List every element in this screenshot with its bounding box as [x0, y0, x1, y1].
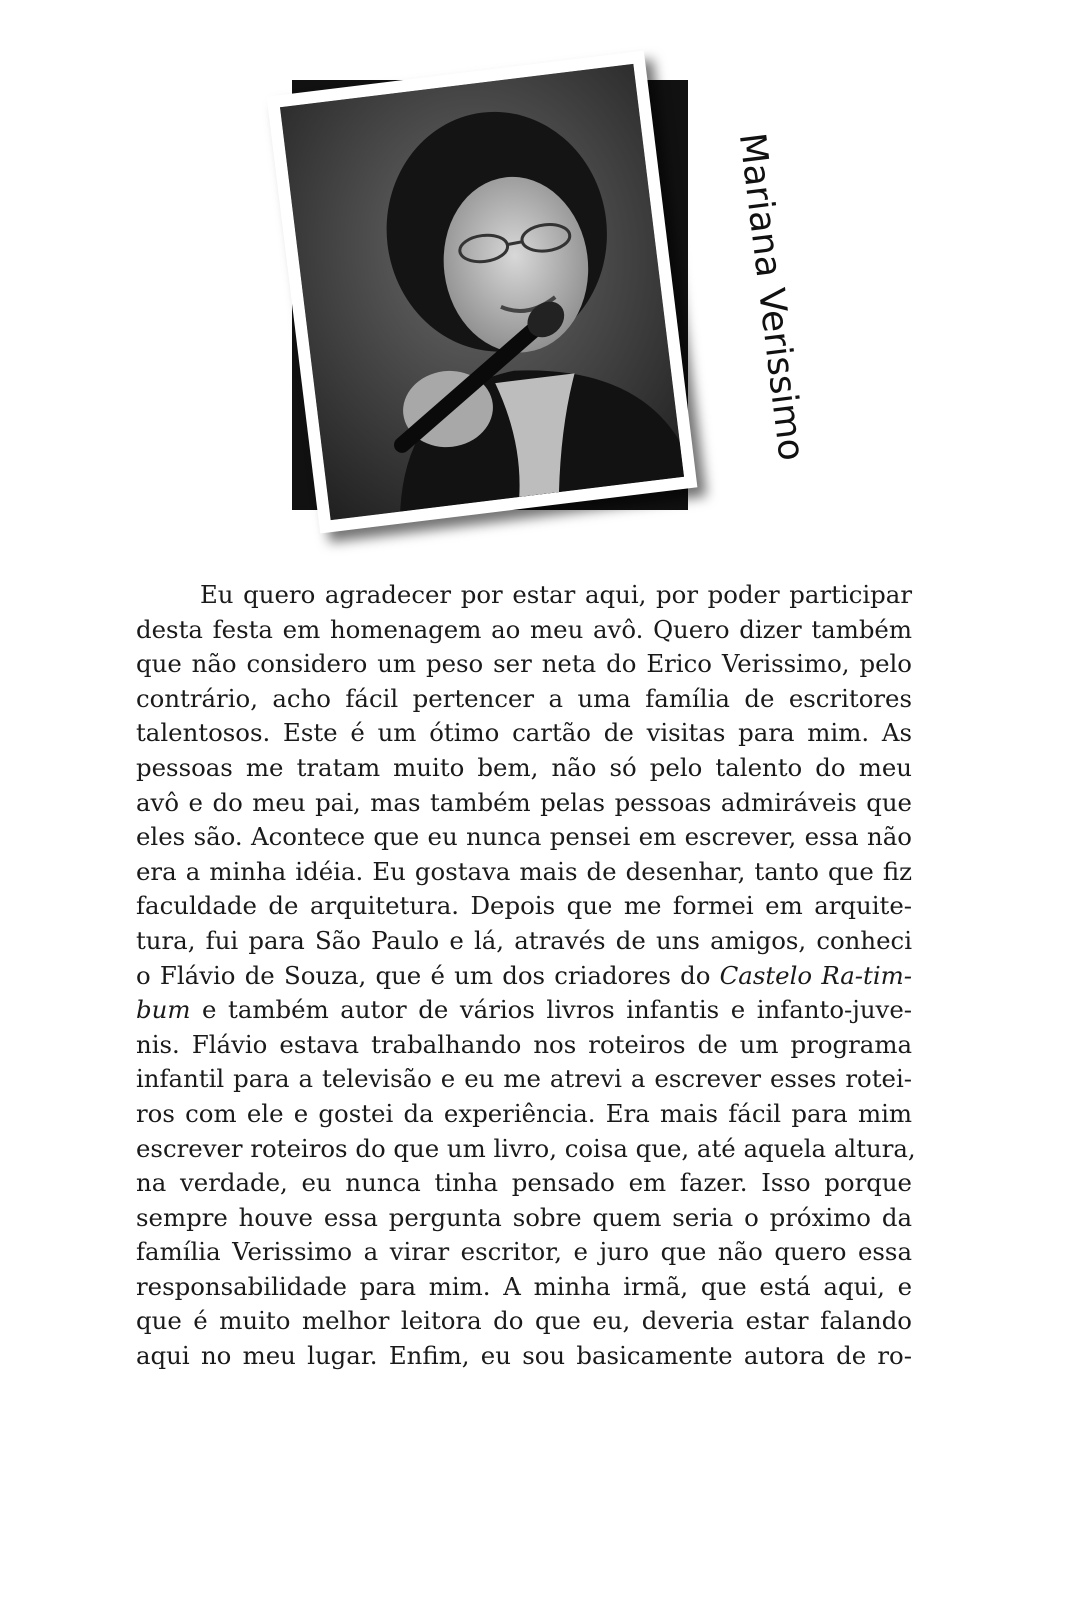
text-line: avô e do meu pai, mas também pelas pessoas admiráveis que: [136, 787, 912, 817]
portrait-photo-icon: [280, 64, 684, 520]
text-line: responsabilidade para mim. A minha irmã, que está aqui, e: [136, 1271, 912, 1301]
text-line: que não considero um peso ser neta do Erico Verissimo, pelo: [136, 649, 912, 679]
text-line: sempre houve essa pergunta sobre quem seria o próximo da: [136, 1202, 912, 1232]
text-line: contrário, acho fácil pertencer a uma família de escritores: [136, 683, 912, 713]
text-line: família Verissimo a virar escritor, e juro que não quero essa: [136, 1237, 912, 1267]
text-line: aqui no meu lugar. Enfim, eu sou basicamente autora de ro-: [136, 1341, 912, 1371]
text-line: eles são. Acontece que eu nunca pensei em escrever, essa não: [136, 822, 912, 852]
photo-caption: Mariana Verissimo: [730, 130, 812, 463]
text-line: Eu quero agradecer por estar aqui, por poder participar: [200, 580, 912, 609]
text-line: que é muito melhor leitora do que eu, deveria estar falando: [136, 1306, 912, 1336]
text-line: na verdade, eu nunca tinha pensado em fazer. Isso porque: [136, 1168, 912, 1198]
body-text: [136, 578, 916, 1374]
text-line: tura, fui para São Paulo e lá, através de uns amigos, conheci: [136, 925, 912, 955]
text-line: nis. Flávio estava trabalhando nos roteiros de um programa: [136, 1029, 912, 1059]
photo-frame: [267, 50, 698, 533]
italic-title: bum: [136, 995, 191, 1025]
text-segment: o Flávio de Souza, que é um dos criadores do: [136, 960, 720, 990]
text-line: escrever roteiros do que um livro, coisa que, até aquela altura,: [136, 1133, 916, 1163]
text-line: faculdade de arquitetura. Depois que me formei em arquite-: [136, 891, 912, 921]
italic-title: Castelo Ra-tim-: [719, 960, 913, 990]
text-line: ros com ele e gostei da experiência. Era mais fácil para mim: [136, 1098, 912, 1128]
text-line: era a minha idéia. Eu gostava mais de desenhar, tanto que fiz: [136, 856, 912, 886]
text-line: [136, 959, 912, 994]
text-segment: e também autor de vários livros infantis e infanto-juve-: [190, 995, 912, 1025]
text-line: desta festa em homenagem ao meu avô. Quero dizer também: [136, 614, 912, 644]
text-line: talentosos. Este é um ótimo cartão de visitas para mim. As: [136, 718, 912, 748]
text-line: pessoas me tratam muito bem, não só pelo talento do meu: [136, 752, 912, 782]
text-line: infantil para a televisão e eu me atrevi a escrever esses rotei-: [136, 1064, 912, 1094]
text-line: [136, 993, 912, 1028]
photo-block: [0, 0, 1065, 580]
